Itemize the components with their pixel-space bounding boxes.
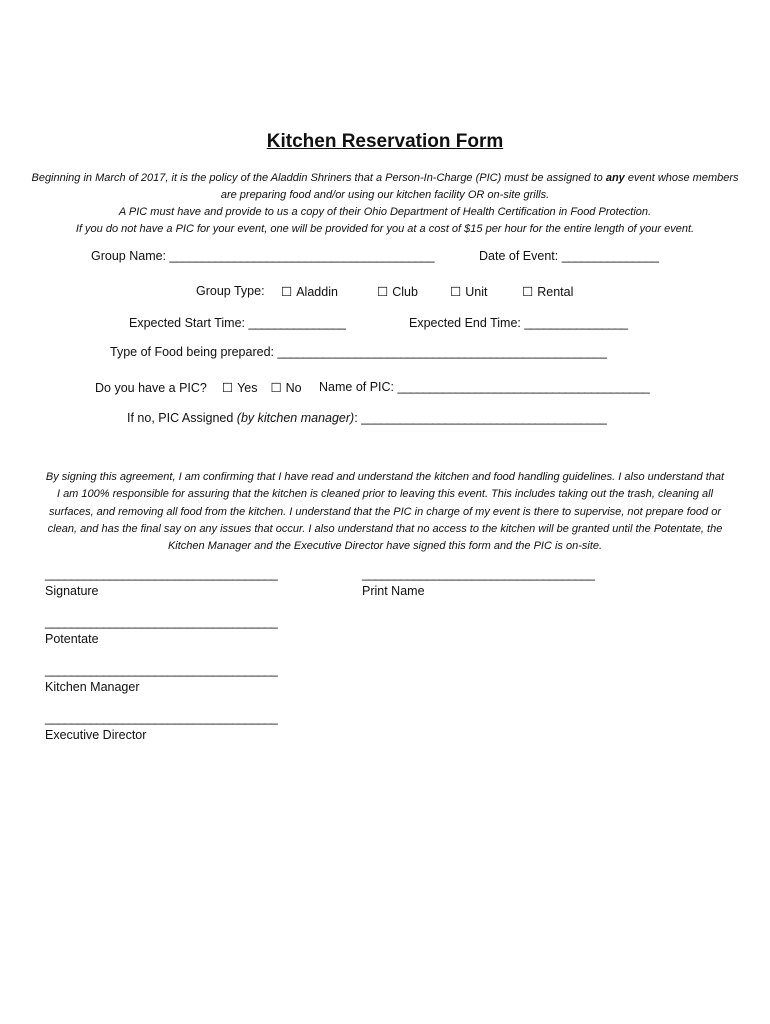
option-label: Rental bbox=[537, 285, 574, 299]
kitchen-manager-label: Kitchen Manager bbox=[45, 680, 140, 694]
group-type-option-rental[interactable] bbox=[522, 284, 573, 299]
have-pic-field bbox=[95, 380, 302, 395]
option-label: Unit bbox=[465, 285, 488, 299]
food-type-label: Type of Food being prepared: bbox=[110, 345, 275, 359]
policy-intro bbox=[30, 170, 740, 238]
pic-assigned-blank[interactable]: ______________________________________ bbox=[361, 411, 607, 425]
group-name-field[interactable] bbox=[91, 249, 434, 263]
pic-yes-checkbox-icon[interactable]: ☐ bbox=[221, 381, 234, 395]
date-of-event-field[interactable] bbox=[479, 249, 658, 263]
group-type-label: Group Type: bbox=[196, 284, 265, 298]
print-name-line[interactable]: ____________________________________ bbox=[362, 567, 595, 581]
checkbox-icon[interactable]: ☐ bbox=[450, 285, 462, 299]
executive-director-line[interactable]: ____________________________________ bbox=[45, 711, 278, 725]
pic-name-field[interactable] bbox=[319, 380, 649, 394]
group-name-blank[interactable]: _________________________________________ bbox=[169, 249, 435, 263]
print-name-label: Print Name bbox=[362, 584, 425, 598]
checkbox-icon[interactable]: ☐ bbox=[281, 285, 293, 299]
end-time-field[interactable] bbox=[409, 316, 628, 330]
date-of-event-blank[interactable]: _______________ bbox=[561, 249, 659, 263]
start-time-label: Expected Start Time: bbox=[129, 316, 246, 330]
checkbox-icon[interactable]: ☐ bbox=[522, 285, 534, 299]
agreement-text: By signing this agreement, I am confirming that I have read and understand the kitchen and food handling guidelines. I also understand that I am 100% responsible for assuring that the kitchen is cleaned prior to leaving this event. This includes taking out the trash, cleaning all surfaces, and removing all food from the kitchen. I understand that the PIC in charge of my event is there to supervise, not prepare food or clean, and has the final say on any issues that occur. I also understand that no access to the kitchen will be granted until the Potentate, the Kitchen Manager and the Executive Director have signed this form and the PIC is on-site. bbox=[45, 471, 725, 553]
executive-director-label: Executive Director bbox=[45, 728, 147, 742]
option-label: Aladdin bbox=[296, 285, 338, 299]
signature-line[interactable]: ____________________________________ bbox=[45, 567, 278, 581]
food-type-blank[interactable]: ___________________________________________________ bbox=[277, 345, 607, 359]
have-pic-label: Do you have a PIC? bbox=[95, 381, 207, 395]
form-title: Kitchen Reservation Form bbox=[266, 131, 504, 152]
pic-assigned-field[interactable] bbox=[127, 411, 606, 425]
intro-line-2: A PIC must have and provide to us a copy of their Ohio Department of Health Certification in Food Protection. bbox=[118, 206, 652, 218]
date-of-event-label: Date of Event: bbox=[479, 249, 559, 263]
intro-emphasis: any bbox=[605, 172, 625, 184]
pic-assigned-label: If no, PIC Assigned bbox=[127, 411, 234, 425]
pic-name-blank[interactable]: _______________________________________ bbox=[397, 380, 650, 394]
start-time-blank[interactable]: _______________ bbox=[248, 316, 346, 330]
pic-no-label: No bbox=[285, 381, 302, 395]
end-time-blank[interactable]: ________________ bbox=[524, 316, 628, 330]
kitchen-manager-line[interactable]: ____________________________________ bbox=[45, 663, 278, 677]
pic-no-checkbox-icon[interactable]: ☐ bbox=[270, 381, 282, 395]
intro-line-1 bbox=[30, 170, 740, 204]
start-time-field[interactable] bbox=[129, 316, 345, 330]
potentate-line[interactable]: ____________________________________ bbox=[45, 615, 278, 629]
food-type-field[interactable] bbox=[110, 345, 607, 359]
signature-label: Signature bbox=[45, 584, 99, 598]
end-time-label: Expected End Time: bbox=[409, 316, 521, 330]
pic-yes-label: Yes bbox=[237, 381, 258, 395]
intro-line-1a: Beginning in March of 2017, it is the policy of the Aladdin Shriners that a Person-In-Charge (PIC) must be assigned to bbox=[31, 172, 606, 184]
intro-line-1b: event whose members are preparing food and/or using our kitchen facility OR on-site grills. bbox=[220, 172, 739, 201]
group-type-option-club[interactable] bbox=[377, 284, 418, 299]
group-type-option-unit[interactable] bbox=[450, 284, 487, 299]
potentate-label: Potentate bbox=[45, 632, 99, 646]
pic-assigned-note: (by kitchen manager) bbox=[236, 411, 355, 425]
pic-name-label: Name of PIC: bbox=[319, 380, 395, 394]
group-name-label: Group Name: bbox=[91, 249, 167, 263]
checkbox-icon[interactable]: ☐ bbox=[377, 285, 389, 299]
group-type-option-aladdin[interactable] bbox=[281, 284, 338, 299]
pic-assigned-colon: : bbox=[354, 411, 358, 425]
option-label: Club bbox=[392, 285, 418, 299]
intro-line-3: If you do not have a PIC for your event, one will be provided for you at a cost of $15 per hour for the entire length of your event. bbox=[75, 223, 695, 235]
